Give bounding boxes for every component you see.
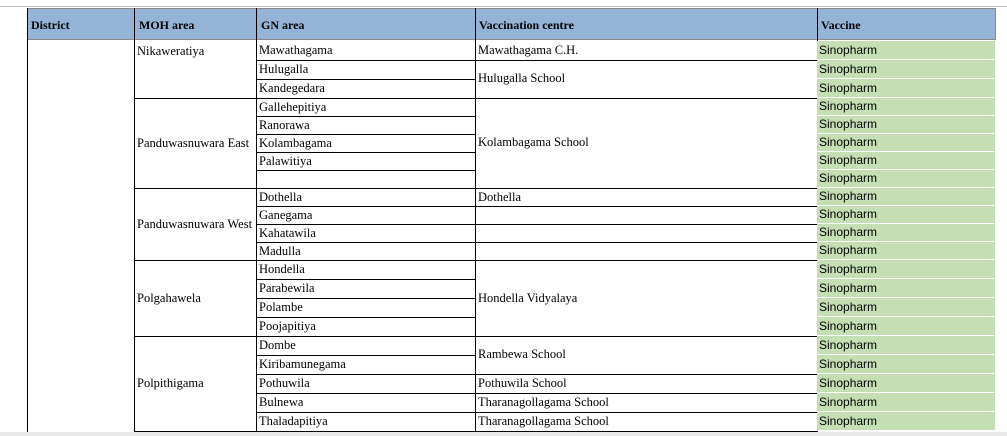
row-separator bbox=[256, 79, 475, 80]
vaccine-cell: Sinopharm bbox=[817, 206, 995, 224]
gn-cell: Poojapitiya bbox=[259, 319, 316, 333]
row-separator bbox=[256, 298, 475, 299]
gn-cell: Hondella bbox=[259, 262, 305, 276]
group-separator bbox=[134, 98, 817, 99]
grid-line bbox=[256, 8, 257, 432]
row-separator bbox=[256, 134, 475, 135]
gn-cell: Ganegama bbox=[259, 208, 313, 222]
gn-cell: Palawitiya bbox=[259, 154, 312, 168]
vaccine-cell: Sinopharm bbox=[817, 355, 995, 374]
moh-cell: Polpithigama bbox=[137, 376, 204, 390]
centre-cell: Kolambagama School bbox=[478, 135, 589, 149]
centre-cell: Hulugalla School bbox=[478, 71, 566, 85]
moh-cell: Nikaweratiya bbox=[137, 44, 205, 58]
row-separator bbox=[256, 60, 475, 61]
centre-cell: Rambewa School bbox=[478, 347, 566, 361]
gn-cell: Kolambagama bbox=[259, 136, 332, 150]
header-vaccine: Vaccine bbox=[817, 8, 995, 40]
row-separator bbox=[256, 116, 475, 117]
vaccine-cell: Sinopharm bbox=[817, 224, 995, 242]
gn-cell: Polambe bbox=[259, 300, 303, 314]
vaccine-cell: Sinopharm bbox=[817, 134, 995, 152]
moh-cell: Polgahawela bbox=[137, 291, 201, 305]
row-separator bbox=[256, 374, 817, 375]
top-rule bbox=[0, 6, 1007, 7]
row-separator bbox=[256, 206, 817, 207]
row-separator bbox=[256, 412, 817, 413]
moh-cell: Panduwasnuwara West bbox=[137, 217, 253, 231]
vaccine-cell: Sinopharm bbox=[817, 279, 995, 298]
row-separator bbox=[475, 60, 817, 61]
group-separator bbox=[134, 336, 817, 337]
vaccine-cell: Sinopharm bbox=[817, 116, 995, 134]
table-bottom bbox=[134, 431, 817, 432]
row-separator bbox=[256, 170, 475, 171]
vaccine-cell: Sinopharm bbox=[817, 60, 995, 79]
gn-cell: Thaladapitiya bbox=[259, 414, 328, 428]
moh-cell: Panduwasnuwara East bbox=[137, 136, 250, 150]
centre-cell: Dothella bbox=[478, 190, 522, 204]
gn-cell: Bulnewa bbox=[259, 395, 304, 409]
gn-cell: Kahatawila bbox=[259, 226, 316, 240]
gn-cell: Hulugalla bbox=[259, 62, 309, 76]
horizontal-scrollbar[interactable] bbox=[0, 432, 1007, 436]
vaccine-cell: Sinopharm bbox=[817, 170, 995, 188]
grid-line bbox=[995, 8, 996, 40]
gn-cell: Dombe bbox=[259, 338, 296, 352]
vaccine-cell: Sinopharm bbox=[817, 260, 995, 279]
gn-cell: Madulla bbox=[259, 244, 301, 258]
row-separator bbox=[256, 224, 817, 225]
centre-cell: Hondella Vidyalaya bbox=[478, 291, 578, 305]
group-separator bbox=[134, 260, 817, 261]
centre-cell: Mawathagama C.H. bbox=[478, 43, 579, 57]
header-vaccination-centre: Vaccination centre bbox=[475, 8, 817, 40]
vaccine-cell: Sinopharm bbox=[817, 298, 995, 317]
vaccine-cell: Sinopharm bbox=[817, 98, 995, 116]
header-district: District bbox=[27, 8, 135, 40]
row-separator bbox=[256, 242, 817, 243]
group-separator bbox=[134, 188, 817, 189]
gn-cell: Ranorawa bbox=[259, 118, 310, 132]
row-separator bbox=[256, 279, 475, 280]
row-separator bbox=[256, 393, 817, 394]
gn-cell: Mawathagama bbox=[259, 43, 333, 57]
centre-cell: Tharanagollagama School bbox=[478, 395, 609, 409]
vaccine-cell: Sinopharm bbox=[817, 188, 995, 206]
gn-cell: Parabewila bbox=[259, 281, 315, 295]
vaccine-cell: Sinopharm bbox=[817, 152, 995, 170]
vaccine-cell: Sinopharm bbox=[817, 242, 995, 260]
vaccine-cell: Sinopharm bbox=[817, 79, 995, 98]
header-gn-area: GN area bbox=[257, 8, 475, 40]
grid-line bbox=[27, 8, 28, 432]
gn-cell: Dothella bbox=[259, 190, 303, 204]
grid-line bbox=[475, 8, 476, 432]
row-separator bbox=[256, 355, 475, 356]
row-separator bbox=[256, 317, 475, 318]
vaccine-cell: Sinopharm bbox=[817, 336, 995, 355]
vaccine-cell: Sinopharm bbox=[817, 374, 995, 393]
vaccine-cell: Sinopharm bbox=[817, 41, 995, 60]
gn-cell: Pothuwila bbox=[259, 376, 310, 390]
grid-line bbox=[134, 8, 135, 432]
centre-cell: Tharanagollagama School bbox=[478, 414, 609, 428]
gn-cell: Kiribamunegama bbox=[259, 357, 346, 371]
vaccine-cell: Sinopharm bbox=[817, 412, 995, 431]
vaccine-cell: Sinopharm bbox=[817, 393, 995, 412]
row-separator bbox=[256, 152, 475, 153]
header-moh-area: MOH area bbox=[135, 8, 257, 40]
vaccine-cell: Sinopharm bbox=[817, 317, 995, 336]
gn-cell: Kandegedara bbox=[259, 81, 325, 95]
centre-cell: Pothuwila School bbox=[478, 376, 567, 390]
gn-cell: Gallehepitiya bbox=[259, 100, 327, 114]
